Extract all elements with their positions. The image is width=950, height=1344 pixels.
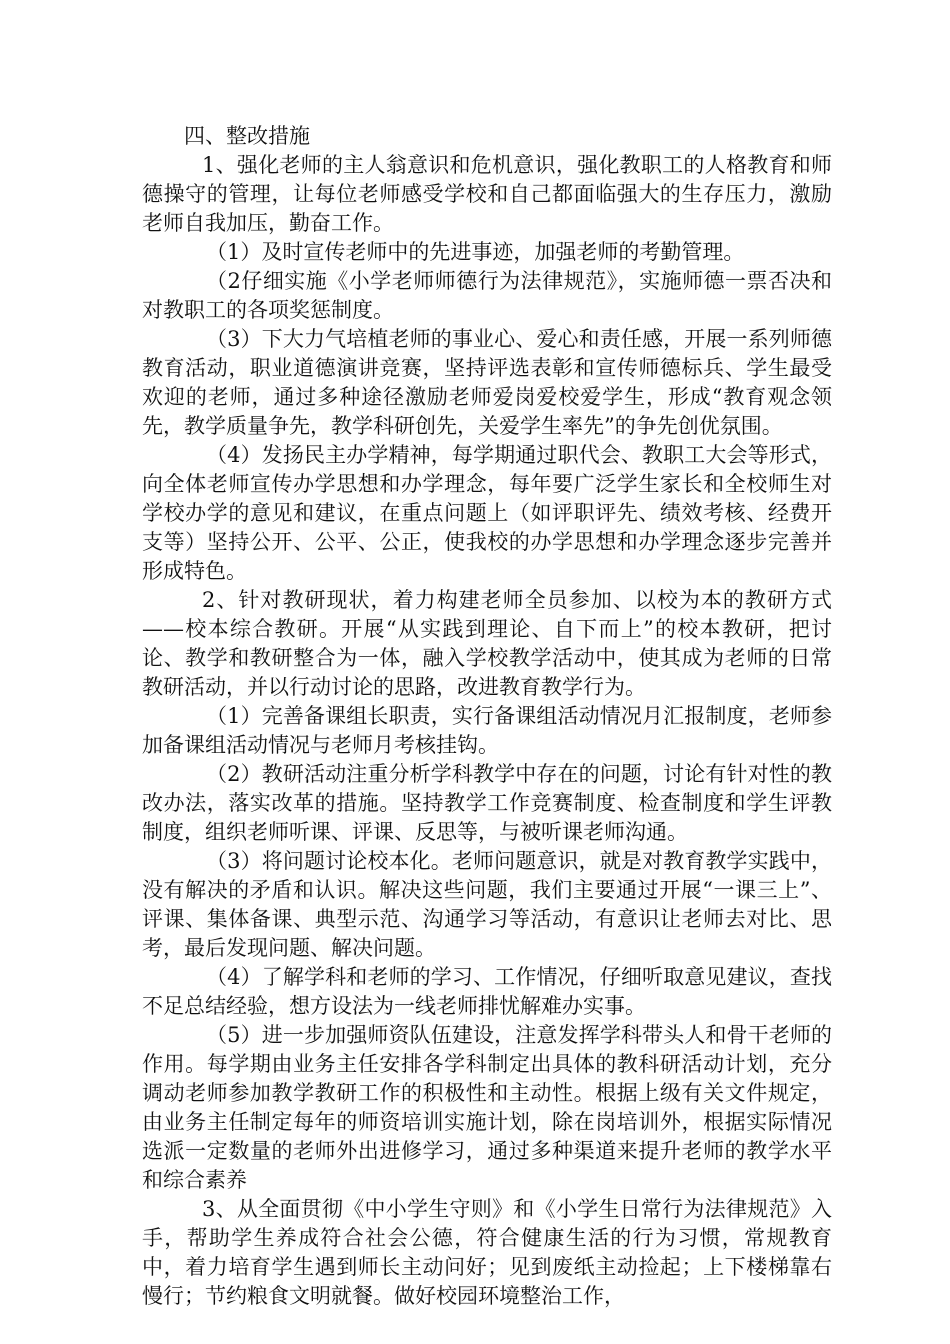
paragraph: （1）及时宣传老师中的先进事迹，加强老师的考勤管理。 [206, 240, 745, 264]
paragraph: （5）进一步加强师资队伍建设，注意发挥学科带头人和骨干老师的作用。每学期由业务主任安排各学科制定出具体的教科研活动计划，充分调动老师参加教学教研工作的积极性和主动性。根据上级有关文件规定，由业务主任制定每年的师资培训实施计划，除在岗培训外，根据实际情况选派一定数量的老师外出进修学习，通过多种渠道来提升老师的教学水平和综合素养 [142, 1023, 832, 1192]
document-body [142, 122, 832, 1311]
paragraph: （2仔细实施《小学老师师德行为法律规范》，实施师德一票否决和对教职工的各项奖惩制度。 [142, 269, 832, 322]
paragraph: （3）下大力气培植老师的事业心、爱心和责任感，开展一系列师德教育活动，职业道德演讲竞赛，坚持评选表彰和宣传师德标兵、学生最受欢迎的老师，通过多种途径激励老师爱岗爱校爱学生，形成“教育观念领先，教学质量争先，教学科研创先，关爱学生率先”的争先创优氛围。 [142, 327, 832, 438]
paragraph: （1）完善备课组长职责，实行备课组活动情况月汇报制度，老师参加备课组活动情况与老师月考核挂钩。 [142, 704, 832, 757]
paragraph: 3、从全面贯彻《中小学生守则》和《小学生日常行为法律规范》入手，帮助学生养成符合社会公德，符合健康生活的行为习惯，常规教育中，着力培育学生遇到师长主动问好；见到废纸主动捡起；上下楼梯靠右慢行；节约粮食文明就餐。做好校园环境整治工作， [142, 1197, 832, 1308]
paragraph: 1、强化老师的主人翁意识和危机意识，强化教职工的人格教育和师德操守的管理，让每位老师感受学校和自己都面临强大的生存压力，激励老师自我加压，勤奋工作。 [142, 153, 832, 235]
paragraph: （3）将问题讨论校本化。老师问题意识，就是对教育教学实践中，没有解决的矛盾和认识。解决这些问题，我们主要通过开展“一课三上”、评课、集体备课、典型示范、沟通学习等活动，有意识让老师去对比、思考，最后发现问题、解决问题。 [142, 849, 832, 960]
section-heading: 四、整改措施 [184, 124, 310, 148]
paragraph: 2、针对教研现状，着力构建老师全员参加、以校为本的教研方式——校本综合教研。开展“从实践到理论、自下而上”的校本教研，把讨论、教学和教研整合为一体，融入学校教学活动中，使其成为老师的日常教研活动，并以行动讨论的思路，改进教育教学行为。 [142, 588, 832, 699]
paragraph: （2）教研活动注重分析学科教学中存在的问题，讨论有针对性的教改办法，落实改革的措施。坚持教学工作竞赛制度、检查制度和学生评教制度，组织老师听课、评课、反思等，与被听课老师沟通。 [142, 762, 832, 844]
paragraph: （4）发扬民主办学精神，每学期通过职代会、教职工大会等形式，向全体老师宣传办学思想和办学理念，每年要广泛学生家长和全校师生对学校办学的意见和建议，在重点问题上（如评职评先、绩效考核、经费开支等）坚持公开、公平、公正，使我校的办学思想和办学理念逐步完善并形成特色。 [142, 443, 832, 583]
paragraph: （4）了解学科和老师的学习、工作情况，仔细听取意见建议，查找不足总结经验，想方设法为一线老师排忧解难办实事。 [142, 965, 832, 1018]
